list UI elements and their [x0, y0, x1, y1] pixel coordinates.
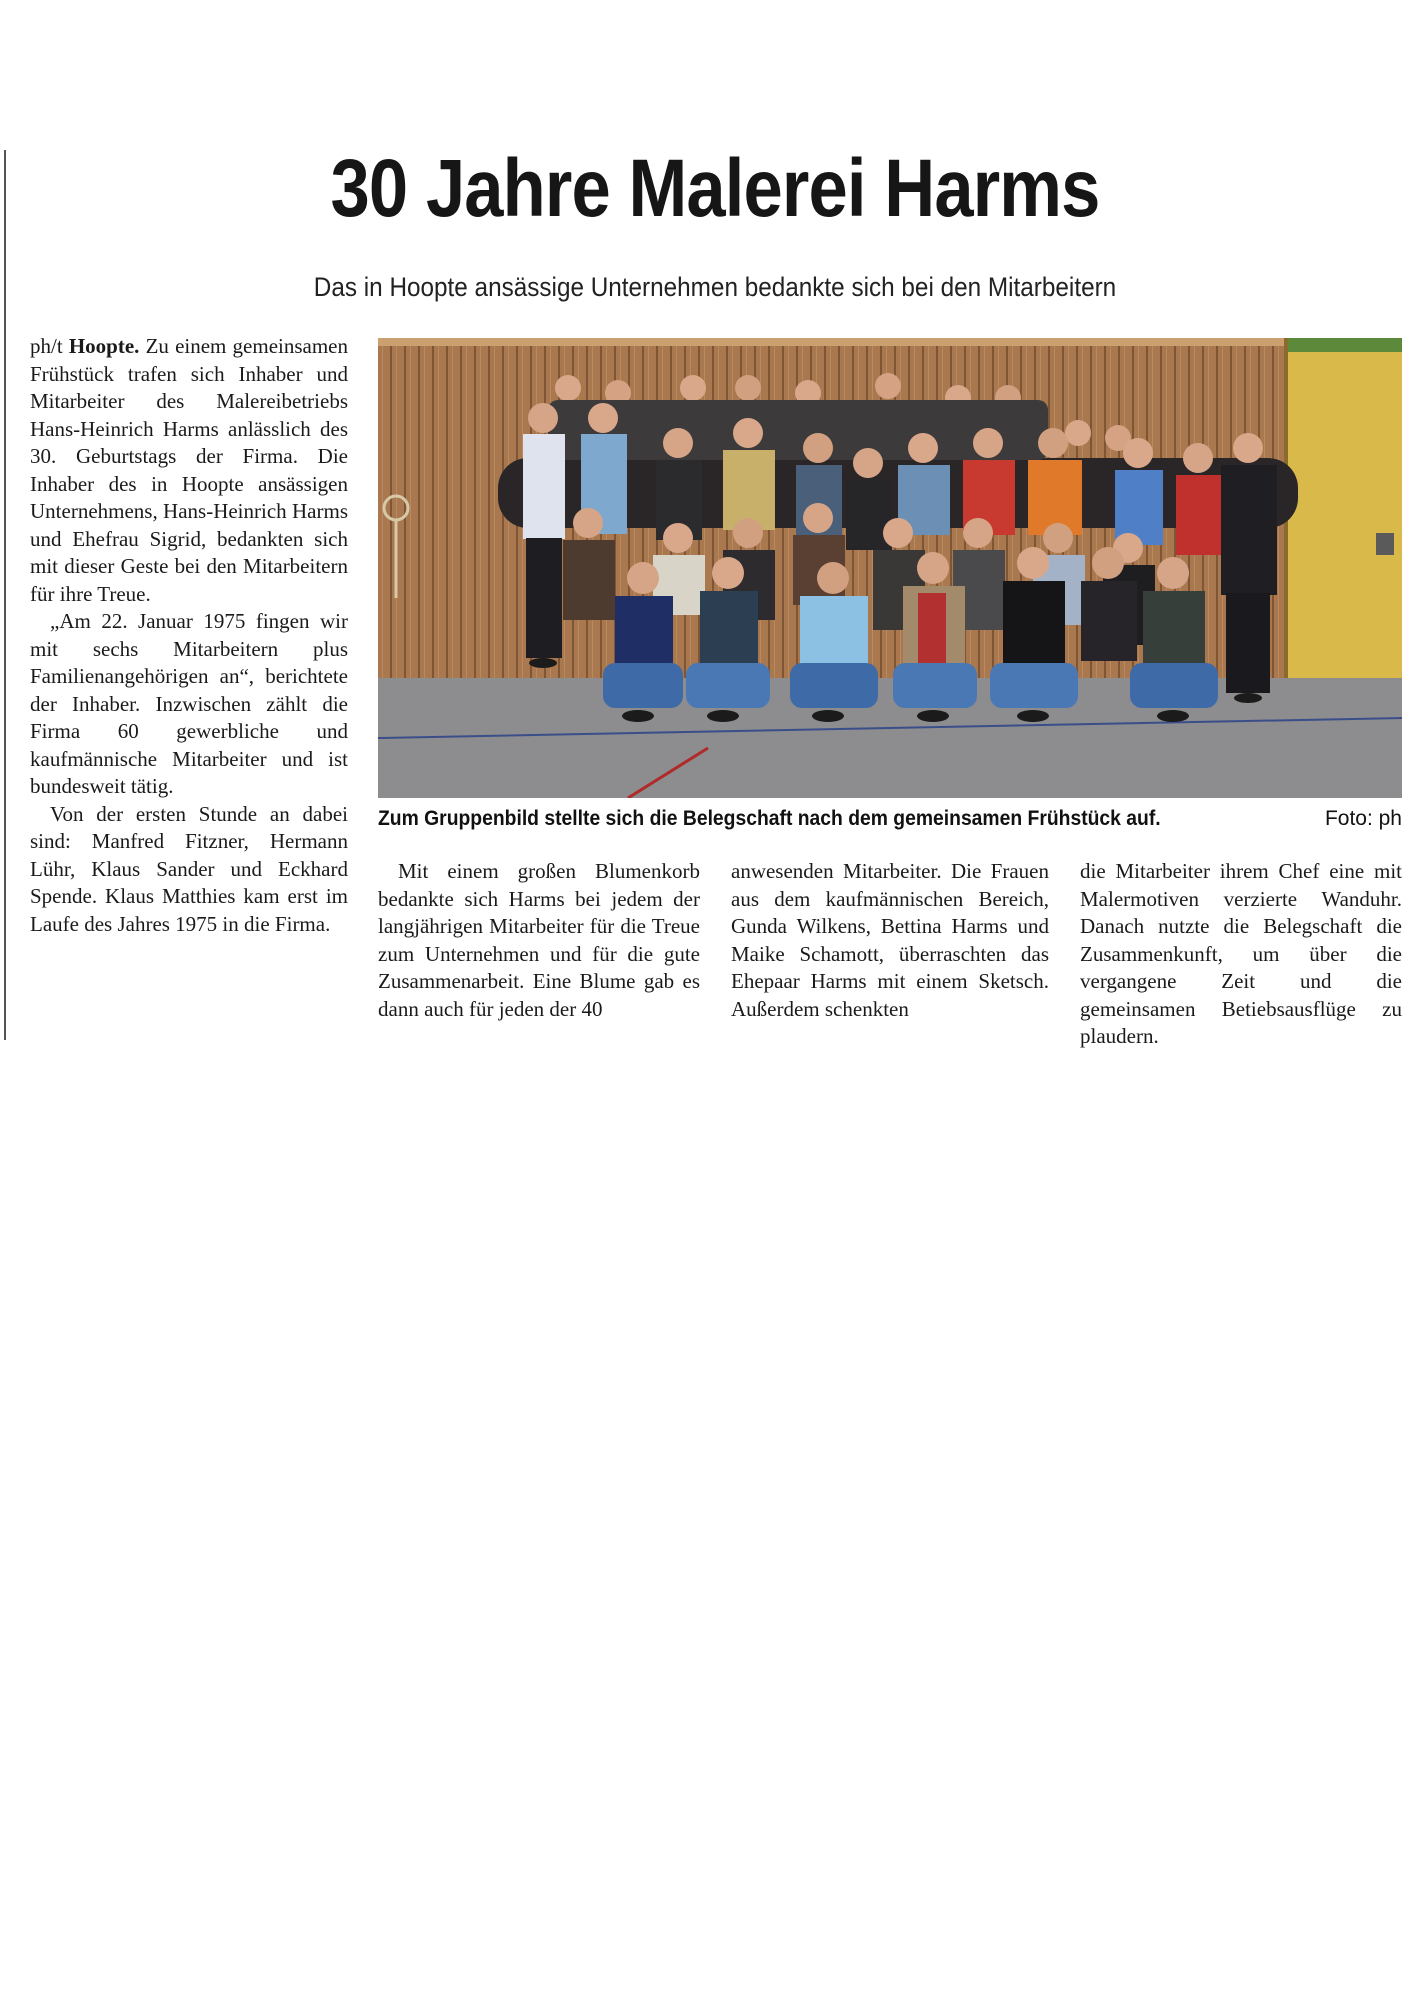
article-column-2 — [378, 858, 700, 1023]
article-column-3 — [731, 858, 1049, 1023]
subheadline: Das in Hoopte ansässige Unternehmen bedankte sich bei den Mitarbeitern — [313, 272, 1117, 302]
paragraph-1-text: Zu einem gemeinsamen Frühstück trafen sich Inhaber und Mitarbeiter des Malereibetriebs Hans-Heinrich Harms anlässlich des 30. Geburtstags der Firma. Die Inhaber des in Hoopte ansässigen Unternehmens, Hans-Heinrich Harms und Ehefrau Sigrid, bedankten sich mit dieser Geste bei den Mitarbeitern für ihre Treue. — [30, 334, 348, 606]
article-paragraph-2: „Am 22. Januar 1975 fingen wir mit sechs Mitarbeitern plus Familienangehörigen an“, berichtete der Inhaber. Inzwischen zählt die Firma 60 gewerbliche und kaufmännische Mitarbeiter und ist bundesweit tätig. — [30, 609, 348, 798]
dateline-place: Hoopte. — [68, 334, 140, 358]
article-paragraph-5: anwesenden Mitarbeiter. Die Frauen aus dem kaufmännischen Bereich, Gunda Wilkens, Bettina Harms und Maike Schamott, überraschten das Ehepaar Harms mit einem Sketsch. Außerdem schenkten — [731, 859, 1049, 1021]
group-photo — [378, 338, 1402, 798]
photo-credit: Foto: ph — [1324, 807, 1402, 830]
article-paragraph-6: die Mitarbeiter ihrem Chef eine mit Malermotiven verzierte Wanduhr. Danach nutzte die Belegschaft die Zusammenkunft, um über die vergangene Zeit und die gemeinsamen Betiebsausflüge zu plaudern. — [1080, 859, 1402, 1048]
photo-caption — [378, 807, 1402, 831]
article-paragraph-4: Mit einem großen Blumenkorb bedankte sich Harms bei jedem der langjährigen Mitarbeiter für die Treue zum Unternehmen und für die gute Zusammenarbeit. Eine Blume gab es dann auch für jeden der 40 — [378, 859, 700, 1021]
article-paragraph-3: Von der ersten Stunde an dabei sind: Manfred Fitzner, Hermann Lühr, Klaus Sander und Eckhard Spende. Klaus Matthies kam erst im Laufe des Jahres 1975 in die Firma. — [30, 801, 348, 936]
dateline-prefix: ph/t — [30, 334, 69, 358]
caption-text: Zum Gruppenbild stellte sich die Belegschaft nach dem gemeinsamen Frühstück auf. — [378, 807, 1161, 830]
headline: 30 Jahre Malerei Harms — [330, 143, 1100, 234]
left-margin-rule — [4, 150, 6, 1040]
article-column-4 — [1080, 858, 1402, 1051]
article-paragraph-1 — [30, 333, 348, 608]
article-column-1 — [30, 333, 348, 938]
